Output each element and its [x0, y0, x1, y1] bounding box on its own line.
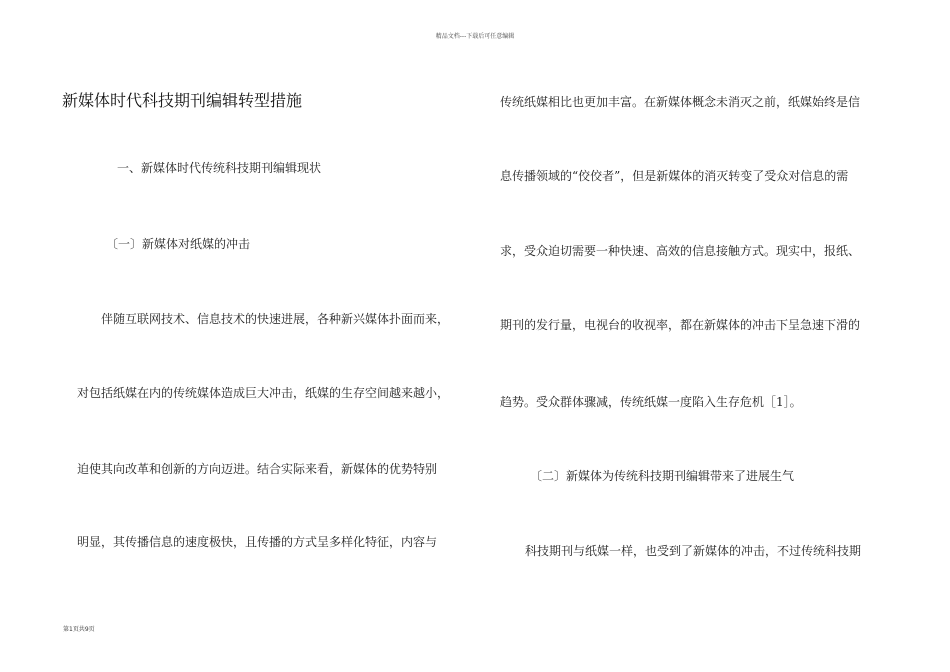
paragraph-line: 息传播领域的“佼佼者”，但是新媒体的消灭转变了受众对信息的需	[500, 169, 849, 183]
section-heading: 一、新媒体时代传统科技期刊编辑现状	[117, 161, 322, 175]
subsection-heading-1: 〔一〕新媒体对纸媒的冲击	[106, 237, 251, 251]
subsection-heading-2: 〔二〕新媒体为传统科技期刊编辑带来了进展生气	[530, 469, 795, 483]
article-title: 新媒体时代科技期刊编辑转型措施	[62, 91, 303, 110]
page-indicator: 第1页共9页	[63, 626, 95, 633]
header-note: 精品文档---下载后可任意编辑	[435, 33, 515, 40]
paragraph-line: 期刊的发行量，电视台的收视率，都在新媒体的冲击下呈急速下滑的	[500, 318, 861, 332]
paragraph-line: 对包括纸媒在内的传统媒体造成巨大冲击，纸媒的生存空间越来越小，	[77, 386, 450, 400]
paragraph-line: 传统纸媒相比也更加丰富。在新媒体概念未消灭之前，纸媒始终是信	[500, 95, 861, 109]
paragraph-line: 迫使其向改革和创新的方向迈进。结合实际来看，新媒体的优势特别	[77, 462, 438, 476]
paragraph-line: 科技期刊与纸媒一样，也受到了新媒体的冲击，不过传统科技期	[525, 544, 862, 558]
paragraph-line: 明显，其传播信息的速度极快，且传播的方式呈多样化特征，内容与	[77, 535, 438, 549]
paragraph-line: 趋势。受众群体骤减，传统纸媒一度陷入生存危机［1］。	[500, 395, 802, 409]
paragraph-line: 伴随互联网技术、信息技术的快速进展，各种新兴媒体扑面而来，	[101, 312, 450, 326]
paragraph-line: 求，受众迫切需要一种快速、高效的信息接触方式。现实中，报纸、	[500, 244, 861, 258]
